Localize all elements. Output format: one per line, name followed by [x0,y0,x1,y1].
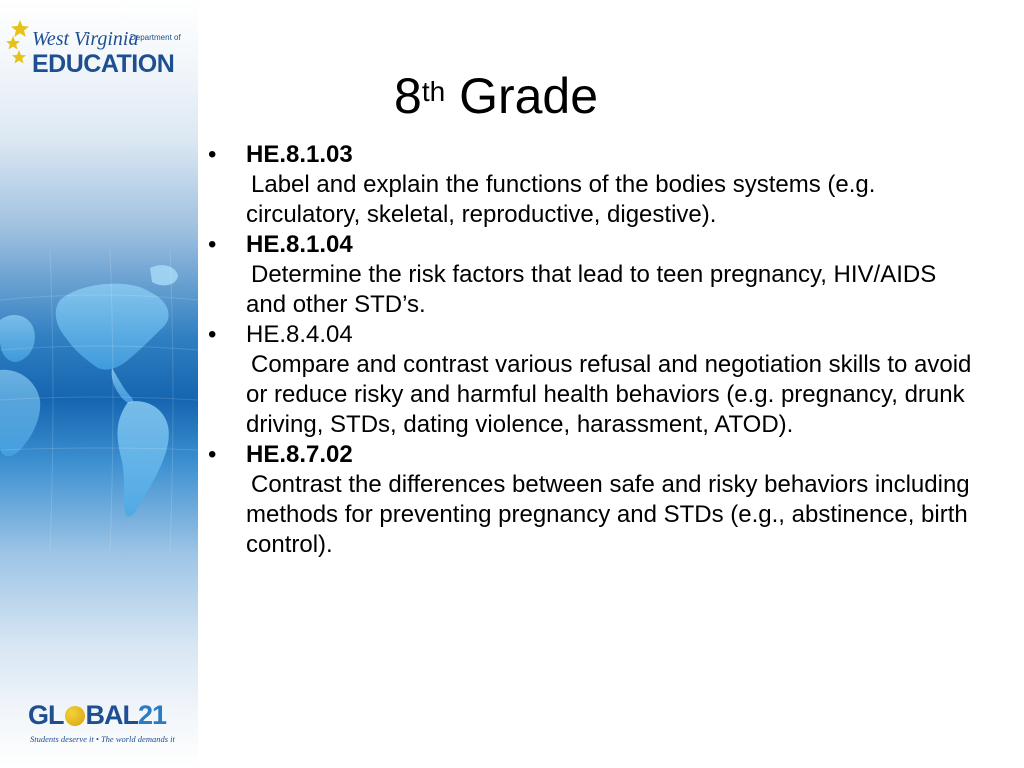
wv-education-logo [4,14,194,84]
standard-description-text: Contrast the differences between safe and risky behaviors including methods for preventing pregnancy and STDs (e.g., abstinence, birth control). [246,471,970,558]
title-ordinal-suffix: th [421,76,446,107]
slide-title [394,66,598,126]
bullet-icon: • [208,441,217,468]
standard-description-text: Determine the risk factors that lead to teen pregnancy, HIV/AIDS and other STD’s. [246,261,937,318]
list-item [206,230,976,320]
wv-logo-line1: West Virginia [32,28,139,50]
global21-number: 21 [138,700,167,730]
standard-code: HE.8.1.03 [246,141,353,168]
standard-code: HE.8.7.02 [246,441,353,468]
title-grade-number: 8 [394,68,422,124]
wv-logo-line2: EDUCATION [32,50,175,78]
standard-description [246,170,976,230]
title-grade-word: Grade [445,68,599,124]
global21-logo [28,700,196,750]
standard-description-text: Label and explain the functions of the bodies systems (e.g. circulatory, skeletal, reproductive, digestive). [246,171,876,228]
standard-description [246,350,976,440]
standard-description-text: Compare and contrast various refusal and negotiation skills to avoid or reduce risky and harmful health behaviors (e.g. pregnancy, drunk driving, STDs, dating violence, harassment, ATOD). [246,351,972,438]
list-item [206,140,976,230]
global21-text-a: GL [28,700,64,730]
side-band [0,0,198,768]
global21-text-b: BAL [85,700,138,730]
standard-code: HE.8.4.04 [246,321,353,348]
standard-description [246,470,976,560]
globe-icon [65,706,85,726]
bullet-icon: • [208,141,217,168]
bullet-icon: • [208,321,217,348]
world-map-graphic [0,0,198,768]
global21-wordmark [28,700,166,731]
standard-code: HE.8.1.04 [246,231,353,258]
wv-logo-department: Department of [130,33,181,42]
bullet-icon: • [208,231,217,258]
standard-description [246,260,976,320]
global21-tagline: Students deserve it • The world demands it [30,734,175,744]
standards-list [206,140,976,560]
list-item [206,320,976,440]
list-item [206,440,976,560]
